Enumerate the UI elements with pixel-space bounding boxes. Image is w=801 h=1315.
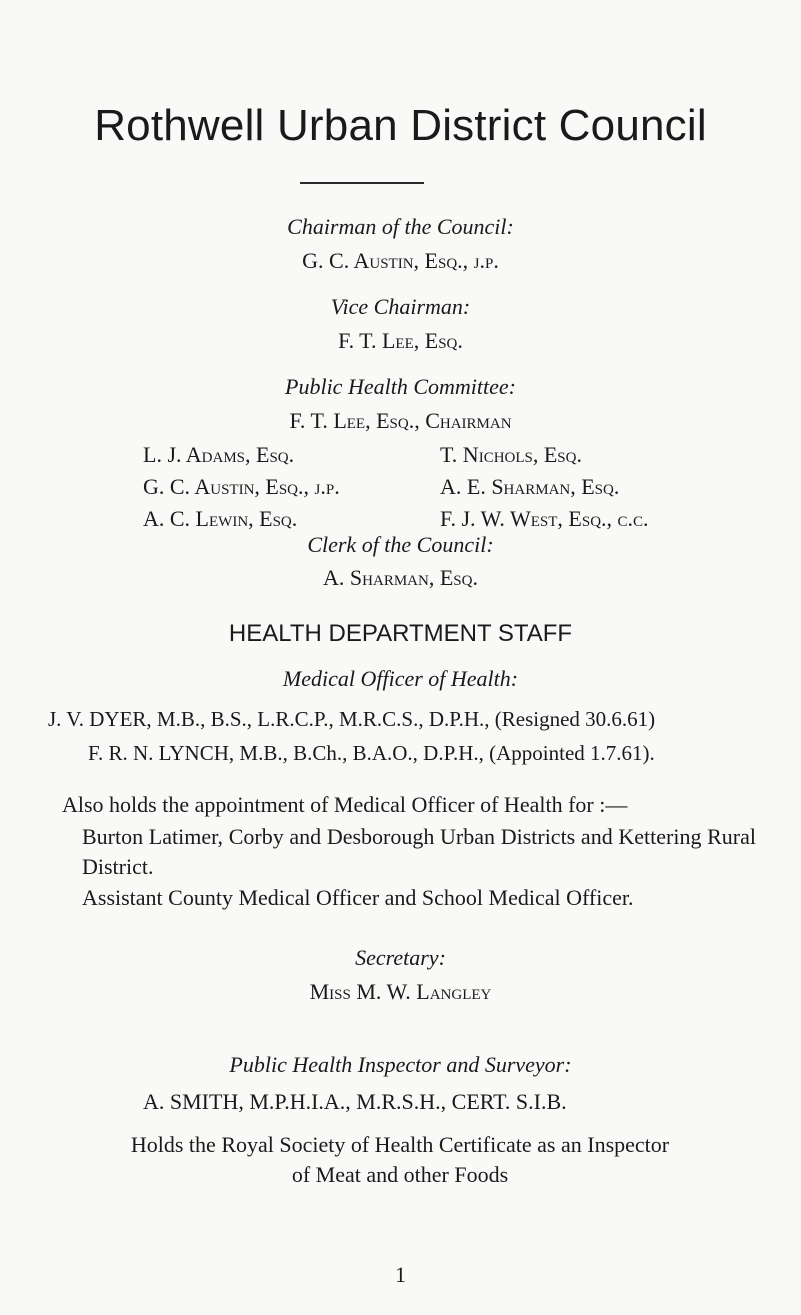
committee-chair: F. T. Lee, Esq., Chairman xyxy=(289,408,512,433)
clerk-heading: Clerk of the Council: xyxy=(307,532,494,557)
secretary-name: Miss M. W. Langley xyxy=(309,979,492,1004)
committee-member: A. E. Sharman, Esq. xyxy=(440,474,620,499)
staff-heading: HEALTH DEPARTMENT STAFF xyxy=(228,620,573,647)
inspector-name: A. SMITH, M.P.H.I.A., M.R.S.H., CERT. S.I.B. xyxy=(143,1089,567,1114)
committee-member: A. C. Lewin, Esq. xyxy=(143,506,298,531)
chairman-heading: Chairman of the Council: xyxy=(287,214,514,239)
moh-heading: Medical Officer of Health: xyxy=(282,666,519,691)
moh-also-note: Also holds the appointment of Medical Officer of Health for :— xyxy=(62,792,628,817)
clerk-name: A. Sharman, Esq. xyxy=(323,565,478,590)
page-number: 1 xyxy=(395,1262,406,1287)
moh-entry: J. V. DYER, M.B., B.S., L.R.C.P., M.R.C.S., D.P.H., (Resigned 30.6.61) xyxy=(48,707,656,731)
title-divider xyxy=(300,182,424,184)
moh-districts: Burton Latimer, Corby and Desborough Urban Districts and Kettering Rural District. xyxy=(82,824,756,879)
moh-entry: F. R. N. LYNCH, M.B., B.Ch., B.A.O., D.P.H., (Appointed 1.7.61). xyxy=(88,741,655,765)
page-title: Rothwell Urban District Council xyxy=(94,101,707,150)
committee-member: T. Nichols, Esq. xyxy=(440,442,582,467)
secretary-heading: Secretary: xyxy=(355,945,446,970)
committee-member: F. J. W. West, Esq., c.c. xyxy=(440,506,649,531)
chairman-name: G. C. Austin, Esq., j.p. xyxy=(302,248,499,273)
committee-heading: Public Health Committee: xyxy=(285,374,516,399)
inspector-note: Holds the Royal Society of Health Certificate as an Inspector of Meat and other Foods xyxy=(130,1132,670,1187)
committee-member: G. C. Austin, Esq., j.p. xyxy=(143,474,340,499)
moh-assistant: Assistant County Medical Officer and School Medical Officer. xyxy=(82,885,634,910)
committee-member: L. J. Adams, Esq. xyxy=(143,442,295,467)
vice-chairman-heading: Vice Chairman: xyxy=(330,294,471,319)
inspector-heading: Public Health Inspector and Surveyor: xyxy=(229,1052,572,1077)
vice-chairman-name: F. T. Lee, Esq. xyxy=(338,328,463,353)
